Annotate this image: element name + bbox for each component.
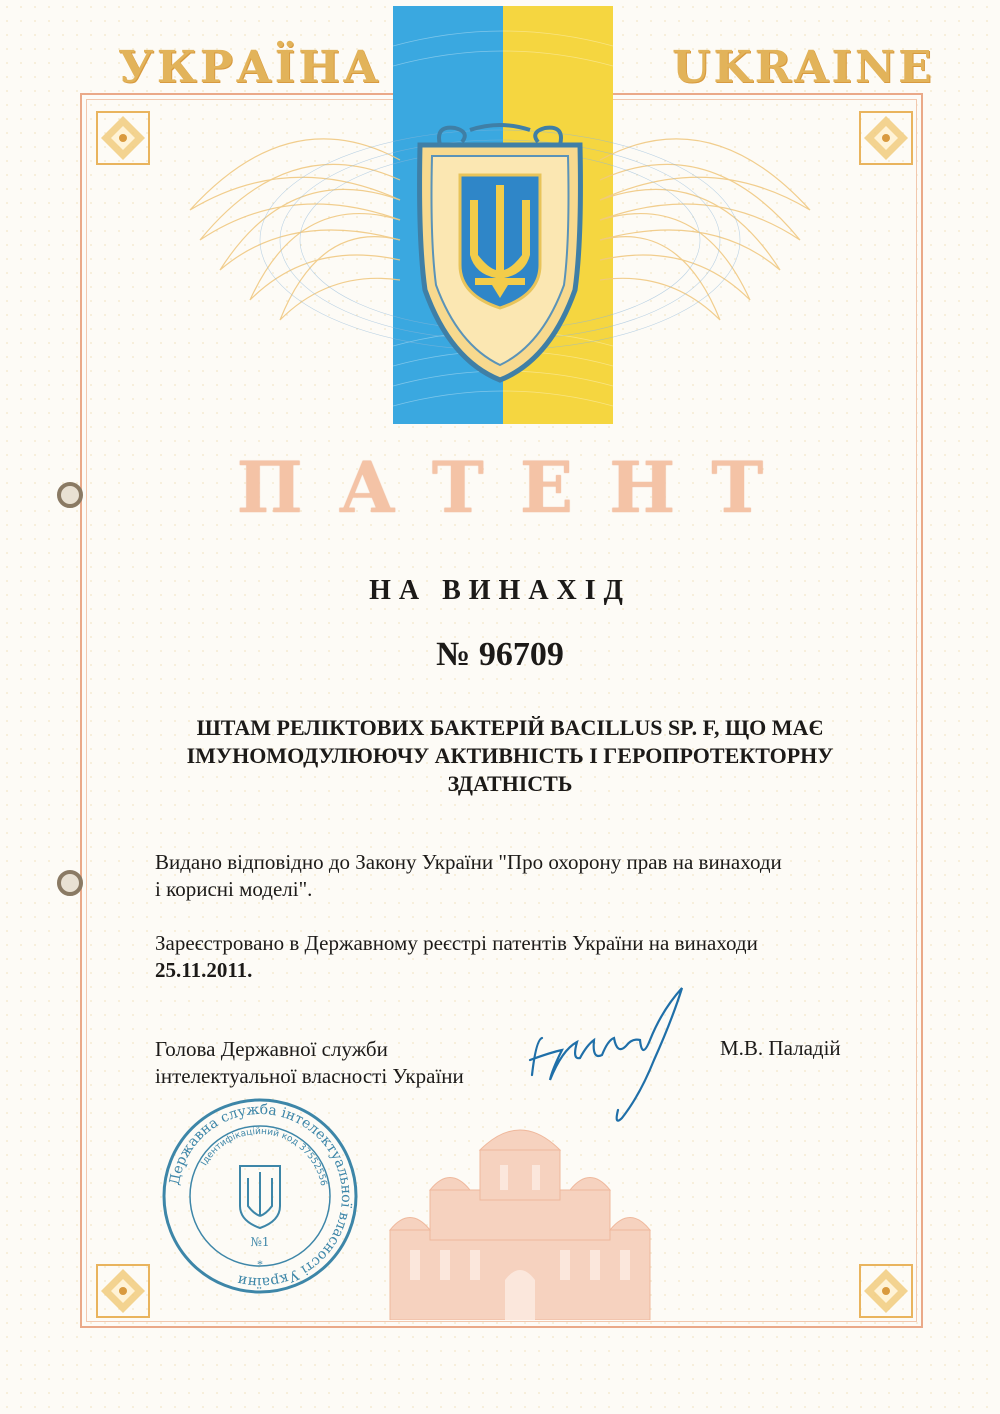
corner-ornament-bottom-right xyxy=(858,1263,914,1319)
signatory-name: М.В. Паладій xyxy=(720,1036,841,1060)
binding-ring-bottom xyxy=(57,870,83,896)
registration-text: Зареєстровано в Державному реєстрі патентів України на винаходи xyxy=(155,931,758,955)
patent-number: № 96709 xyxy=(436,636,564,673)
seal-inner-text: Ідентифікаційний код 37552556 xyxy=(199,1126,329,1187)
signatory-position-line: інтелектуальної власності України xyxy=(155,1064,464,1088)
cathedral-watermark-icon xyxy=(370,1110,670,1320)
seal-trident-icon xyxy=(240,1166,280,1228)
signatory-position-line: Голова Державної служби xyxy=(155,1037,388,1061)
header-country-en: UKRAINE xyxy=(672,42,935,93)
official-seal xyxy=(160,1096,360,1296)
issued-statement xyxy=(155,849,867,903)
invention-title xyxy=(150,714,870,798)
left-wing-icon xyxy=(190,139,400,320)
corner-ornament-bottom-left xyxy=(95,1263,151,1319)
right-wing-icon xyxy=(600,139,810,320)
seal-star-icon: * xyxy=(257,1257,263,1271)
seal-number: №1 xyxy=(250,1235,270,1249)
document-title: ПАТЕНТ xyxy=(236,446,800,529)
corner-ornament-top-left xyxy=(95,110,151,166)
header-country-ua: УКРАЇНА xyxy=(118,42,382,93)
invention-title-line: ЗДАТНІСТЬ xyxy=(447,771,573,796)
registration-date: 25.11.2011. xyxy=(155,958,253,982)
issued-statement-line: Видано відповідно до Закону України "Про охорону прав на винаходи xyxy=(155,850,782,874)
state-emblem-ornament xyxy=(170,90,830,390)
document-subtitle: НА ВИНАХІД xyxy=(369,575,631,606)
registration-statement xyxy=(155,930,867,984)
invention-title-line: ШТАМ РЕЛІКТОВИХ БАКТЕРІЙ BACILLUS SP. F, ЩО МАЄ xyxy=(196,715,824,740)
seal-outer-text: Державна служба інтелектуальної власності України xyxy=(166,1101,355,1291)
invention-title-line: ІМУНОМОДУЛЮЮЧУ АКТИВНІСТЬ І ГЕРОПРОТЕКТОРНУ xyxy=(186,743,834,768)
corner-ornament-top-right xyxy=(858,110,914,166)
issued-statement-line: і корисні моделі". xyxy=(155,877,313,901)
signatory-position xyxy=(155,1036,464,1090)
handwritten-signature xyxy=(522,980,712,1130)
